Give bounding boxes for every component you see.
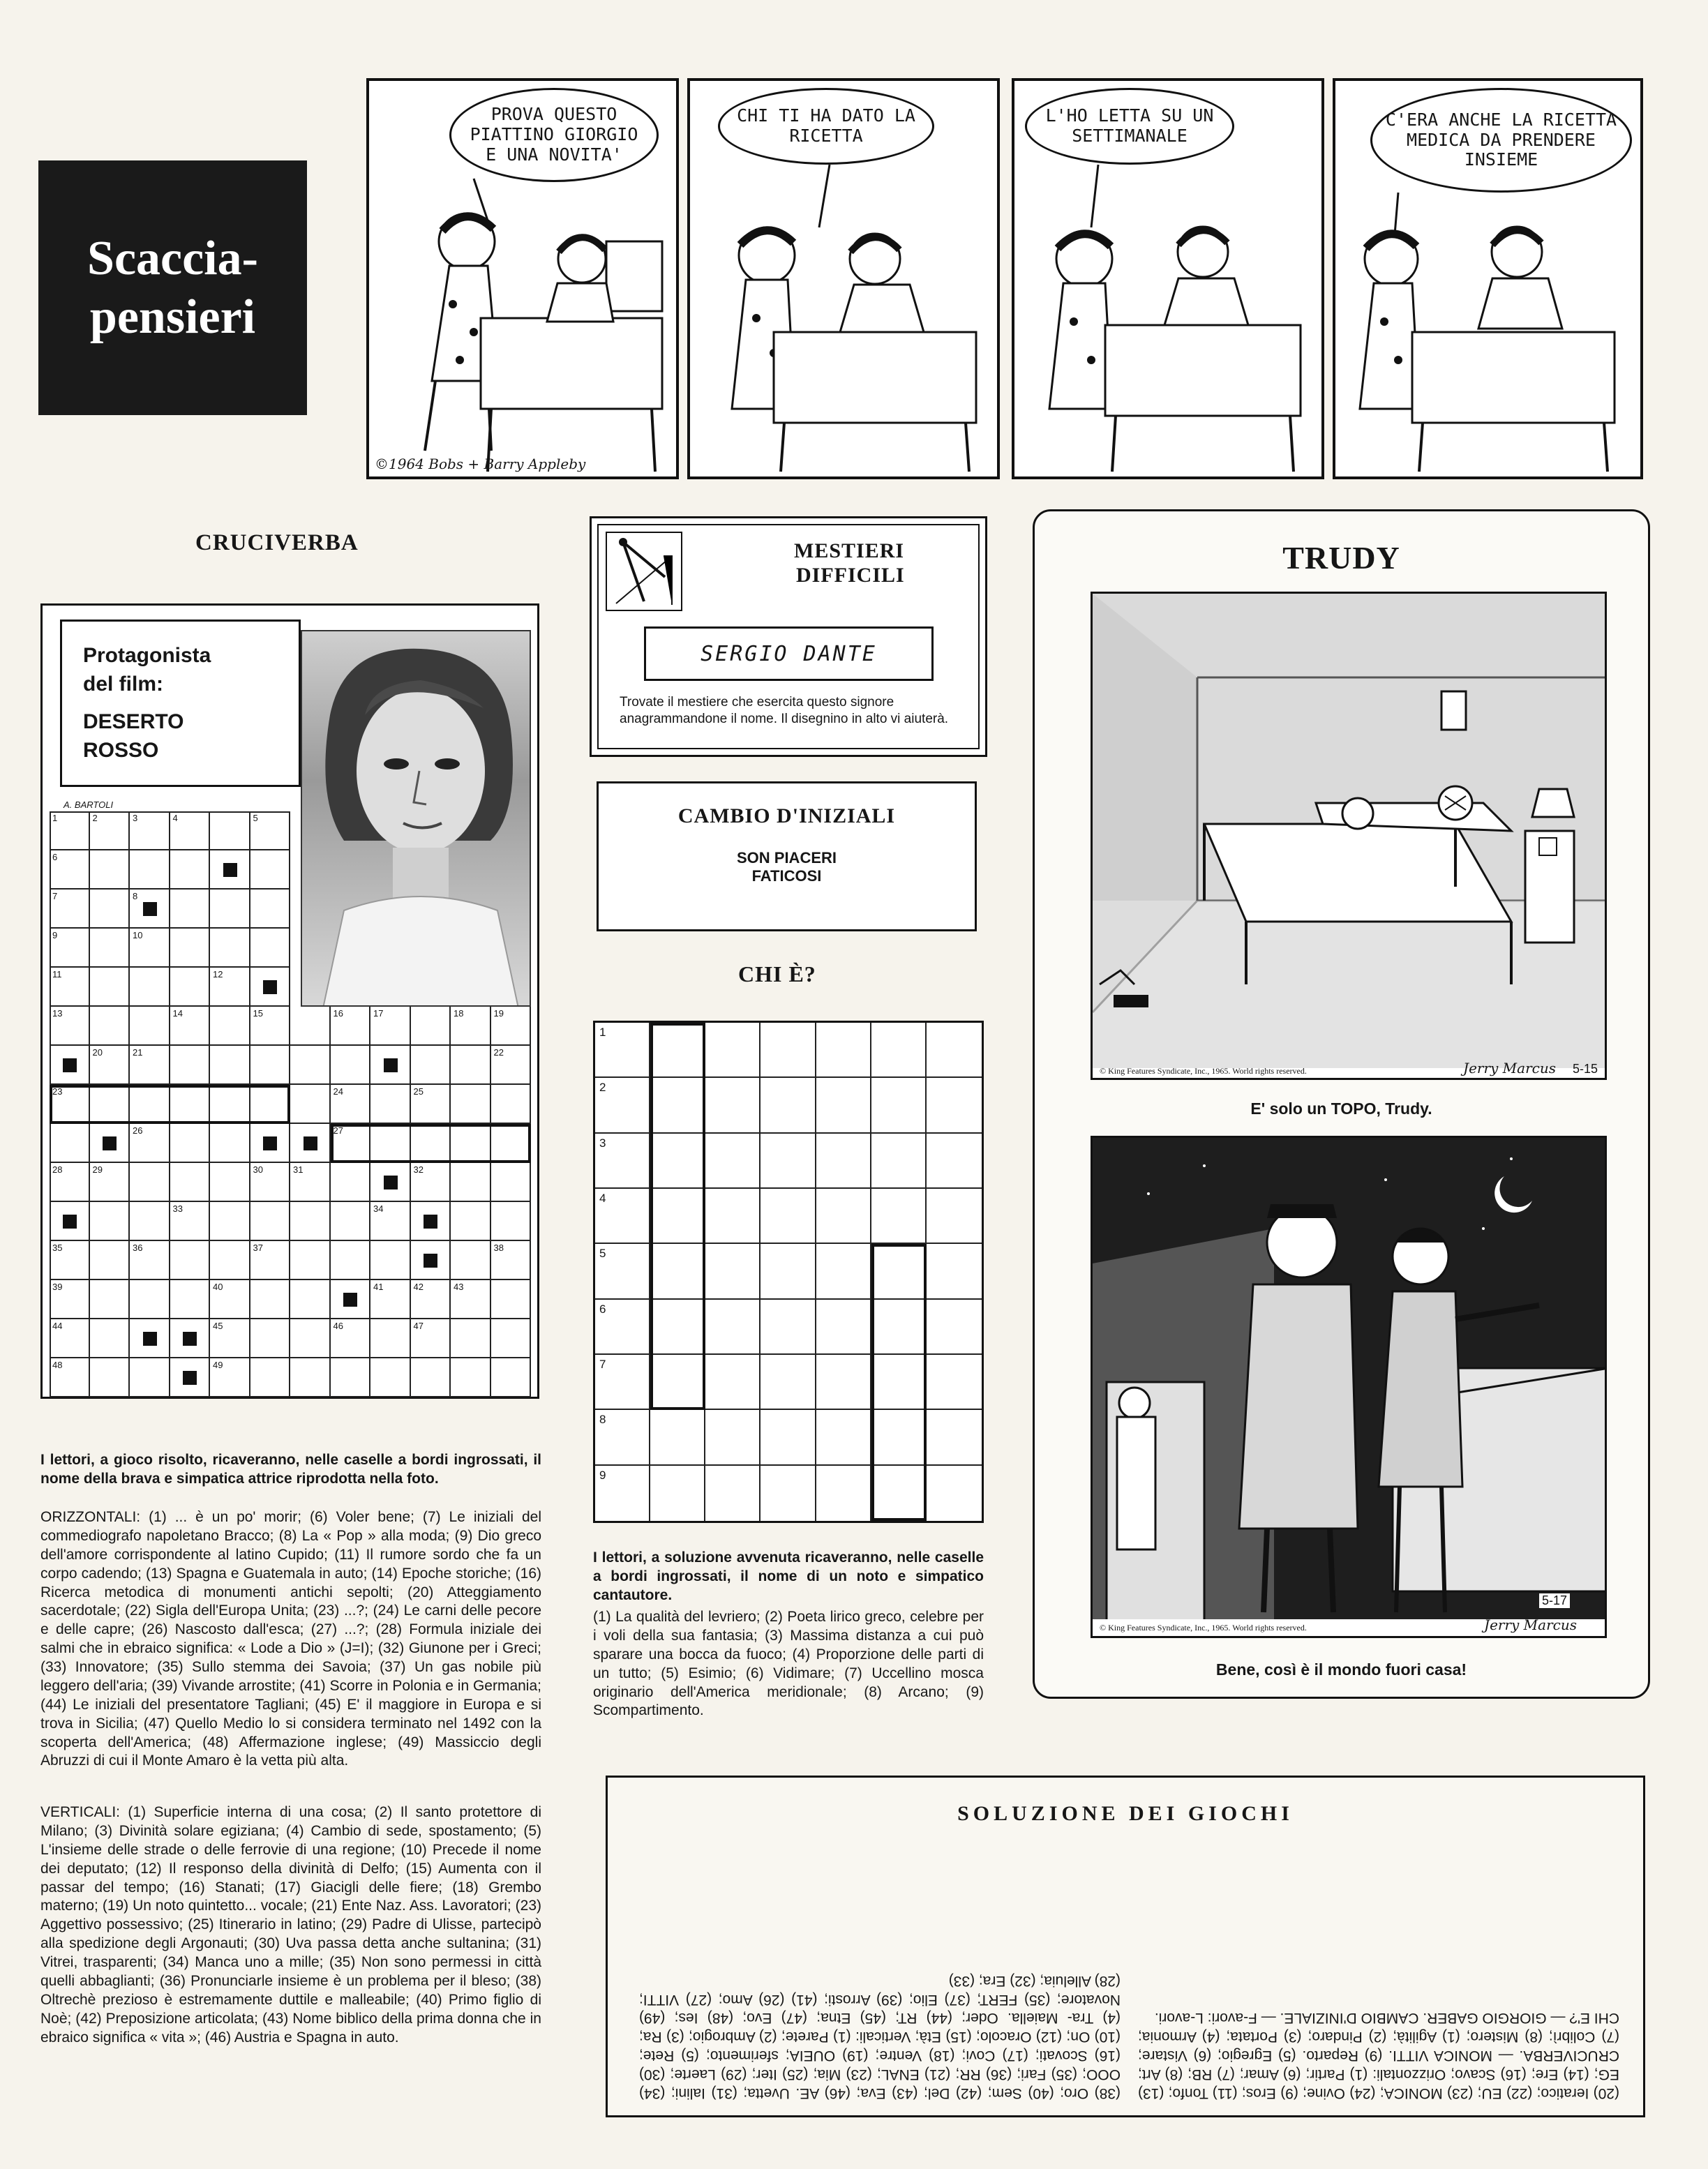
crossword-black-square [183, 1371, 197, 1385]
chi-e-cell[interactable] [927, 1355, 982, 1410]
crossword-cell[interactable] [250, 1046, 291, 1085]
crossword-cell[interactable] [90, 1202, 130, 1241]
comic-panel-2 [687, 78, 1000, 479]
protagonista-line2: del film: [83, 673, 164, 696]
crossword-black-square [183, 1332, 197, 1346]
trudy-bedroom-drawing [1093, 594, 1607, 1080]
crossword-black-square [384, 1176, 398, 1189]
crossword-number: 34 [373, 1203, 384, 1214]
crossword-number: 23 [52, 1086, 63, 1097]
crossword-cell[interactable] [250, 890, 291, 929]
crossword-cell[interactable] [290, 1319, 331, 1358]
comic-credit: ©1964 Bobs + Barry Appleby [375, 456, 586, 472]
crossword-cell[interactable] [250, 1358, 291, 1397]
crossword-number: 8 [133, 891, 138, 901]
crossword-number: 18 [454, 1008, 464, 1019]
chi-e-row-number: 1 [599, 1026, 606, 1039]
crossword-number: 44 [52, 1321, 63, 1331]
crossword-cell[interactable] [210, 1163, 250, 1202]
comic-panel-3 [1012, 78, 1324, 479]
crossword-cell[interactable] [210, 1046, 250, 1085]
crossword-number: 7 [52, 891, 58, 901]
speech-bubble-4: C'ERA ANCHE LA RICETTA MEDICA DA PRENDERE INSIEME [1370, 88, 1632, 193]
crossword-grid [50, 811, 531, 1397]
crossword-cell[interactable] [90, 1241, 130, 1280]
crossword-black-square [304, 1136, 317, 1150]
orizzontali-clues: (1) ... è un po' morir; (6) Voler bene; (7) Le iniziali del commediografo napoletano Bracco; (8) La « Pop » alla moda; (9) Dio greco dell'amore corrispondente al latino Cupido; (11) Il rumore sordo che fa un corpo cadendo; (13) Spagna e Guatemala in auto; (14) Epoche storiche; (16) Ricerca metodica di monumenti antichi sepolti; (20) Atteggiamento sacerdotale; (22) Sigla dell'Europa Unita; (23) ...?; (24) Le carni delle pecore e delle capre; (26) Nascosto dall'esca; (27) ...?; (28) Formula iniziale dei salmi che in ebraico significa: « Lode a Dio » (J=I); (32) Giunone per i Greci; (33) Innovatore; (35) Sullo stemma dei Savoia; (37) Un gas nobile più leggero dell'aria; (39) Vivande arrostite; (41) Scorre in Polonia e in Germania; (44) Le iniziali del presentatore Tagliani; (45) E' il maggiore in Europa e si trova in Sicilia; (47) Quello Medio lo si considera terminato nel 1492 con la scoperta dell'America; (48) Affermazione inglese; (49) Massiccio degli Abruzzi di cui il Monte Amaro è la vetta più alta. [40, 1509, 541, 1769]
comic-panel-4 [1333, 78, 1643, 479]
crossword-number: 30 [253, 1164, 263, 1175]
crossword-cell[interactable] [491, 1085, 532, 1124]
trudy-title: TRUDY [1282, 540, 1400, 576]
mestieri-title-1: MESTIERI [794, 539, 905, 562]
chi-e-cell[interactable] [650, 1466, 705, 1521]
chi-e-cell[interactable] [705, 1355, 761, 1410]
crossword-frame [40, 603, 539, 1399]
chi-e-cell[interactable] [871, 1134, 927, 1189]
trudy-date-2: 5-17 [1539, 1593, 1570, 1608]
trudy-night-drawing [1093, 1138, 1607, 1638]
crossword-number: 21 [133, 1047, 143, 1058]
trudy-caption-1: E' solo un TOPO, Trudy. [1250, 1099, 1432, 1118]
section-title-line2: pensieri [89, 290, 256, 344]
crossword-number: 9 [52, 930, 58, 940]
crossword-number: 43 [454, 1282, 464, 1292]
trudy-credit-2: © King Features Syndicate, Inc., 1965. World rights reserved. [1100, 1623, 1307, 1633]
chi-e-cell[interactable] [761, 1078, 816, 1133]
chi-e-intro: I lettori, a soluzione avvenuta ricaveranno, nelle caselle a bordi ingrossati, il nome di un noto e simpatico cantautore. [593, 1549, 984, 1603]
chi-e-cell[interactable] [761, 1244, 816, 1299]
crossword-verticali [40, 1803, 541, 2047]
crossword-number: 39 [52, 1282, 63, 1292]
crossword-number: 15 [253, 1008, 263, 1019]
crossword-cell[interactable] [250, 1280, 291, 1319]
crossword-number: 29 [92, 1164, 103, 1175]
crossword-cell[interactable] [210, 1124, 250, 1163]
crossword-number: 19 [493, 1008, 504, 1019]
crossword-black-square [384, 1058, 398, 1072]
crossword-cell[interactable] [210, 1007, 250, 1046]
crossword-number: 42 [413, 1282, 424, 1292]
crossword-cell[interactable] [130, 968, 170, 1007]
chi-e-cell[interactable] [705, 1023, 761, 1078]
trudy-box [1033, 509, 1650, 1699]
chi-e-cell[interactable] [927, 1300, 982, 1355]
trudy-date-1: 5-15 [1572, 1062, 1598, 1076]
crossword-cell[interactable] [411, 1046, 451, 1085]
crossword-black-square [63, 1058, 77, 1072]
crossword-cell[interactable] [210, 1241, 250, 1280]
crossword-cell[interactable] [170, 1241, 211, 1280]
chi-e-answer-strip [650, 1023, 705, 1410]
crossword-number: 14 [172, 1008, 183, 1019]
crossword-number: 33 [172, 1203, 183, 1214]
crossword-cell[interactable] [451, 1319, 491, 1358]
crossword-black-square [143, 1332, 157, 1346]
crossword-cell[interactable] [331, 1046, 371, 1085]
crossword-number: 2 [92, 813, 98, 823]
crossword-cell[interactable] [370, 1358, 411, 1397]
cambio-line2: FATICOSI [751, 867, 822, 885]
crossword-cell[interactable] [170, 1124, 211, 1163]
verticali-clues: (1) Superficie interna di una cosa; (2) Il santo protettore di Milano; (3) Divinità solare egiziana; (4) Cambio di sede, spostamento; (5) L'insieme delle strade o delle ferrovie di una regione; (10) Precede il nome dei deputato; (12) Il responso della divinità di Delfo; (15) Aumenta con il passar del tempo; (16) Stanati; (17) Giacigli delle fiere; (18) Grembo materno; (19) Un noto quintetto... vocale; (21) Ente Naz. Ass. Lavoratori; (23) Aggettivo possessivo; (25) Itinerario in latino; (29) Padre di Ulisse, partecipò alla spedizione degli Argonauti; (30) Uva passa detta anche sultanina; (31) Vitrei, trasparenti; (34) Manca uno a mille; (35) Non sono permessi in città quelli abbaglianti; (36) Pronunciarle insieme è un problema per il bleso; (38) Oltrechè prezioso è estremamente duttile e malleabile; (40) Primo figlio di Noè; (42) Preposizione articolata; (43) Nome biblico della prima donna che in ebraico significa « vita »; (46) Austria e Spagna in auto. [40, 1804, 541, 2046]
crossword-number: 46 [333, 1321, 343, 1331]
crossword-number: 10 [133, 930, 143, 940]
chi-e-cell[interactable] [816, 1134, 871, 1189]
crossword-author: A. BARTOLI [63, 800, 114, 810]
soluzione-box [606, 1776, 1645, 2117]
compass-icon [602, 528, 686, 615]
crossword-intro: I lettori, a gioco risolto, ricaveranno, nelle caselle a bordi ingrossati, il nome della brava e simpatica attrice riprodotta nella foto. [40, 1452, 541, 1487]
chi-e-cell[interactable] [816, 1355, 871, 1410]
chi-e-cell[interactable] [871, 1078, 927, 1133]
crossword-cell[interactable] [290, 1241, 331, 1280]
chi-e-row-number: 2 [599, 1081, 606, 1095]
crossword-cell[interactable] [290, 1007, 331, 1046]
crossword-number: 25 [413, 1086, 424, 1097]
chi-e-cell[interactable] [761, 1023, 816, 1078]
chi-e-cell[interactable] [705, 1189, 761, 1244]
chi-e-cell[interactable] [927, 1134, 982, 1189]
crossword-cell[interactable] [210, 890, 250, 929]
crossword-heading: CRUCIVERBA [195, 530, 359, 555]
chi-e-cell[interactable] [816, 1300, 871, 1355]
crossword-cell[interactable] [451, 1241, 491, 1280]
chi-e-cell[interactable] [705, 1244, 761, 1299]
crossword-cell[interactable] [370, 1241, 411, 1280]
chi-e-answer-strip [871, 1244, 927, 1521]
crossword-number: 40 [213, 1282, 223, 1292]
crossword-cell[interactable] [411, 1358, 451, 1397]
crossword-cell[interactable] [90, 1007, 130, 1046]
crossword-number: 28 [52, 1164, 63, 1175]
crossword-cell[interactable] [370, 1319, 411, 1358]
chi-e-cell[interactable] [761, 1355, 816, 1410]
crossword-cell[interactable] [491, 1202, 532, 1241]
speech-bubble-2: CHI TI HA DATO LA RICETTA [718, 88, 934, 165]
chi-e-cell[interactable] [705, 1410, 761, 1465]
crossword-number: 32 [413, 1164, 424, 1175]
crossword-number: 47 [413, 1321, 424, 1331]
crossword-number: 48 [52, 1360, 63, 1370]
crossword-number: 35 [52, 1243, 63, 1253]
crossword-cell[interactable] [170, 1046, 211, 1085]
mestieri-name-card [644, 626, 934, 681]
crossword-number: 24 [333, 1086, 343, 1097]
chi-e-row-number: 4 [599, 1192, 606, 1205]
crossword-number: 38 [493, 1243, 504, 1253]
trudy-caption-2: Bene, così è il mondo fuori casa! [1215, 1660, 1467, 1679]
protagonista-line4: ROSSO [83, 739, 159, 763]
crossword-cell[interactable] [250, 1202, 291, 1241]
crossword-number: 41 [373, 1282, 384, 1292]
crossword-number: 26 [133, 1125, 143, 1136]
chi-e-cell[interactable] [761, 1410, 816, 1465]
mestieri-name: SERGIO DANTE [701, 641, 877, 666]
crossword-cell[interactable] [90, 850, 130, 890]
chi-e-cell[interactable] [927, 1410, 982, 1465]
chi-e-row-number: 9 [599, 1468, 606, 1482]
crossword-number: 3 [133, 813, 138, 823]
soluzione-right-col: (38) Oro; (40) Sem; (42) Del; (43) Eva; (46) AE. Uvetta; (31) Ialini; (34) OOO; (35) Fari; (36) RR; (21) ENAL; (23) Mia; (25) Iter; (29) Laerte; (30) (16) Scovati; (17) Covi; (18) Ventre; (19) OUEIA; sferimento; (5) Rete; (10) On; (12) Oracolo; (15) Età; Verticali: (1) Parete; (2) Ambrogio; (3) Ra; (4) Tra- Maiella. Oder; (44) RT; (45) Etna; (47) Evo; (48) Ies; (49) Novatore; (35) FERT; (37) Elio; (39) Arrosti; (41) (26) Amo; (27) VITTI; (28) Alleluia; (32) Era; (33) [639, 1972, 1121, 2101]
crossword-black-square [263, 980, 277, 994]
crossword-cell[interactable] [370, 1085, 411, 1124]
crossword-orizzontali [40, 1508, 541, 1771]
crossword-cell[interactable] [451, 1085, 491, 1124]
chi-e-cell[interactable] [871, 1023, 927, 1078]
crossword-cell[interactable] [250, 929, 291, 968]
trudy-cartoon-2 [1091, 1136, 1607, 1638]
crossword-number: 4 [172, 813, 178, 823]
chi-e-cell[interactable] [705, 1300, 761, 1355]
crossword-cell[interactable] [250, 1319, 291, 1358]
crossword-cell[interactable] [491, 1163, 532, 1202]
crossword-cell[interactable] [331, 1241, 371, 1280]
crossword-cell[interactable] [170, 850, 211, 890]
mestieri-box [590, 516, 987, 757]
crossword-cell[interactable] [451, 1202, 491, 1241]
comic-strip [366, 78, 1643, 479]
trudy-signature-2: Jerry Marcus [1484, 1616, 1577, 1633]
crossword-number: 1 [52, 813, 58, 823]
chi-e-cell[interactable] [816, 1410, 871, 1465]
crossword-cell[interactable] [130, 1007, 170, 1046]
crossword-number: 45 [213, 1321, 223, 1331]
crossword-cell[interactable] [130, 1358, 170, 1397]
crossword-answer-strip [331, 1124, 532, 1163]
crossword-cell[interactable] [451, 1163, 491, 1202]
crossword-cell[interactable] [90, 890, 130, 929]
chi-e-heading: CHI È? [738, 961, 816, 986]
crossword-cell[interactable] [491, 1280, 532, 1319]
section-title-block [38, 160, 307, 415]
cambio-line1: SON PIACERI [736, 849, 837, 866]
trudy-signature-1: Jerry Marcus [1463, 1060, 1556, 1076]
crossword-cell[interactable] [90, 929, 130, 968]
chi-e-cell[interactable] [705, 1134, 761, 1189]
crossword-cell[interactable] [170, 929, 211, 968]
chi-e-cell[interactable] [816, 1078, 871, 1133]
crossword-cell[interactable] [411, 1007, 451, 1046]
crossword-number: 13 [52, 1008, 63, 1019]
chi-e-cell[interactable] [650, 1410, 705, 1465]
chi-e-cell[interactable] [705, 1078, 761, 1133]
crossword-cell[interactable] [130, 1202, 170, 1241]
soluzione-title: SOLUZIONE DEI GIOCHI [957, 1802, 1294, 1825]
crossword-cell[interactable] [90, 1358, 130, 1397]
speech-bubble-1: PROVA QUESTO PIATTINO GIORGIO E UNA NOVITA' [449, 88, 659, 182]
chi-e-cell[interactable] [927, 1078, 982, 1133]
protagonista-box [60, 620, 301, 787]
cambio-title: CAMBIO D'INIZIALI [677, 804, 896, 827]
chi-e-cell[interactable] [871, 1189, 927, 1244]
trudy-cartoon-1 [1091, 592, 1607, 1080]
chi-e-cell[interactable] [927, 1244, 982, 1299]
crossword-cell[interactable] [290, 1358, 331, 1397]
crossword-cell[interactable] [290, 1280, 331, 1319]
orizzontali-label: ORIZZONTALI: [40, 1509, 141, 1525]
comic-panel-1 [366, 78, 679, 479]
crossword-black-square [424, 1254, 437, 1268]
chi-e-cell[interactable] [927, 1189, 982, 1244]
crossword-number: 20 [92, 1047, 103, 1058]
crossword-black-square [424, 1215, 437, 1229]
crossword-number: 11 [52, 969, 62, 980]
crossword-cell[interactable] [250, 850, 291, 890]
comic-drawing-4 [1335, 81, 1640, 476]
chi-e-cell[interactable] [816, 1189, 871, 1244]
chi-e-cell[interactable] [761, 1300, 816, 1355]
crossword-cell[interactable] [290, 1085, 331, 1124]
mestieri-text: Trovate il mestiere che esercita questo signore anagrammandone il nome. Il disegnino in alto vi aiuterà. [620, 695, 949, 726]
crossword-cell[interactable] [210, 929, 250, 968]
crossword-cell[interactable] [170, 1163, 211, 1202]
crossword-cell[interactable] [331, 1163, 371, 1202]
crossword-black-square [103, 1136, 117, 1150]
trudy-credit-1: © King Features Syndicate, Inc., 1965. World rights reserved. [1100, 1066, 1307, 1076]
crossword-cell[interactable] [491, 1358, 532, 1397]
comic-drawing-2 [690, 81, 997, 476]
crossword-cell[interactable] [90, 968, 130, 1007]
protagonista-line1: Protagonista [83, 644, 211, 667]
comic-drawing-1 [369, 81, 676, 476]
mestieri-title-2: DIFFICILI [796, 564, 905, 587]
crossword-cell[interactable] [451, 1358, 491, 1397]
crossword-number: 37 [253, 1243, 263, 1253]
chi-e-cell[interactable] [927, 1023, 982, 1078]
crossword-cell[interactable] [491, 1319, 532, 1358]
crossword-cell[interactable] [90, 1319, 130, 1358]
crossword-cell[interactable] [50, 1124, 90, 1163]
chi-e-cell[interactable] [816, 1466, 871, 1521]
crossword-number: 5 [253, 813, 258, 823]
comic-drawing-3 [1014, 81, 1321, 476]
crossword-black-square [223, 863, 237, 877]
crossword-number: 36 [133, 1243, 143, 1253]
crossword-black-square [143, 902, 157, 916]
crossword-cell[interactable] [210, 811, 250, 850]
crossword-cell[interactable] [331, 1358, 371, 1397]
crossword-number: 12 [213, 969, 223, 980]
soluzione-left-col: (20) Ieratico; (22) EU; (23) MONICA; (24) Ovine; (9) Eros; (11) Tonfo; (13) EG; (14) Ere; (16) Scavo; Orizzontali: (1) Partir; (6) Amar; (7) RB; (8) Art; CRUCIVERBA. — MONICA VITTI. (9) Reparto. (5) Egregio; (6) Vistare; (7) Colibrì; (8) Mistero; (1) Agilità; (2) Pindaro; (3) Portata; (4) Armonia; CHI E'? — GIORGIO GABER. CAMBIO D'INIZIALE. — F-avori: L-avori. [1138, 2010, 1619, 2101]
crossword-cell[interactable] [331, 1202, 371, 1241]
crossword-number: 31 [293, 1164, 304, 1175]
crossword-black-square [343, 1293, 357, 1307]
crossword-cell[interactable] [170, 968, 211, 1007]
chi-e-row-number: 8 [599, 1413, 606, 1427]
chi-e-cell[interactable] [816, 1244, 871, 1299]
crossword-number: 49 [213, 1360, 223, 1370]
crossword-black-square [63, 1215, 77, 1229]
chi-e-row-number: 6 [599, 1302, 606, 1316]
chi-e-row-number: 5 [599, 1247, 606, 1261]
crossword-answer-strip [50, 1085, 290, 1124]
chi-e-cell[interactable] [816, 1023, 871, 1078]
speech-bubble-3: L'HO LETTA SU UN SETTIMANALE [1025, 88, 1234, 165]
chi-e-clues: (1) La qualità del levriero; (2) Poeta lirico greco, celebre per i voli della sua fantasia; (3) Massima distanza a cui può sparare una bocca da fuoco; (4) Proporzione delle parti di un tutto; (5) Esimio; (6) Vidimare; (7) Uccellino mosca originario dell'America meridionale; (8) Arcano; (9) Scompartimento. [593, 1609, 984, 1719]
cambio-box [597, 781, 977, 931]
chi-e-row-number: 7 [599, 1358, 606, 1371]
crossword-number: 27 [333, 1125, 343, 1136]
chi-e-cell[interactable] [761, 1189, 816, 1244]
crossword-cell[interactable] [130, 1280, 170, 1319]
crossword-cell[interactable] [90, 1280, 130, 1319]
crossword-cell[interactable] [451, 1046, 491, 1085]
crossword-cell[interactable] [130, 850, 170, 890]
crossword-cell[interactable] [170, 1280, 211, 1319]
crossword-number: 22 [493, 1047, 504, 1058]
chi-e-cell[interactable] [705, 1466, 761, 1521]
crossword-cell[interactable] [210, 1202, 250, 1241]
verticali-label: VERTICALI: [40, 1804, 120, 1820]
protagonista-line3: DESERTO [83, 710, 184, 733]
crossword-cell[interactable] [170, 890, 211, 929]
chi-e-grid [593, 1021, 984, 1523]
crossword-cell[interactable] [130, 1163, 170, 1202]
chi-e-row-number: 3 [599, 1136, 606, 1150]
crossword-cell[interactable] [290, 1202, 331, 1241]
crossword-black-square [263, 1136, 277, 1150]
crossword-number: 16 [333, 1008, 343, 1019]
crossword-cell[interactable] [290, 1046, 331, 1085]
chi-e-cell[interactable] [761, 1466, 816, 1521]
crossword-number: 17 [373, 1008, 384, 1019]
crossword-number: 6 [52, 852, 58, 862]
chi-e-cell[interactable] [761, 1134, 816, 1189]
chi-e-cell[interactable] [927, 1466, 982, 1521]
section-title-line1: Scaccia- [87, 231, 258, 285]
